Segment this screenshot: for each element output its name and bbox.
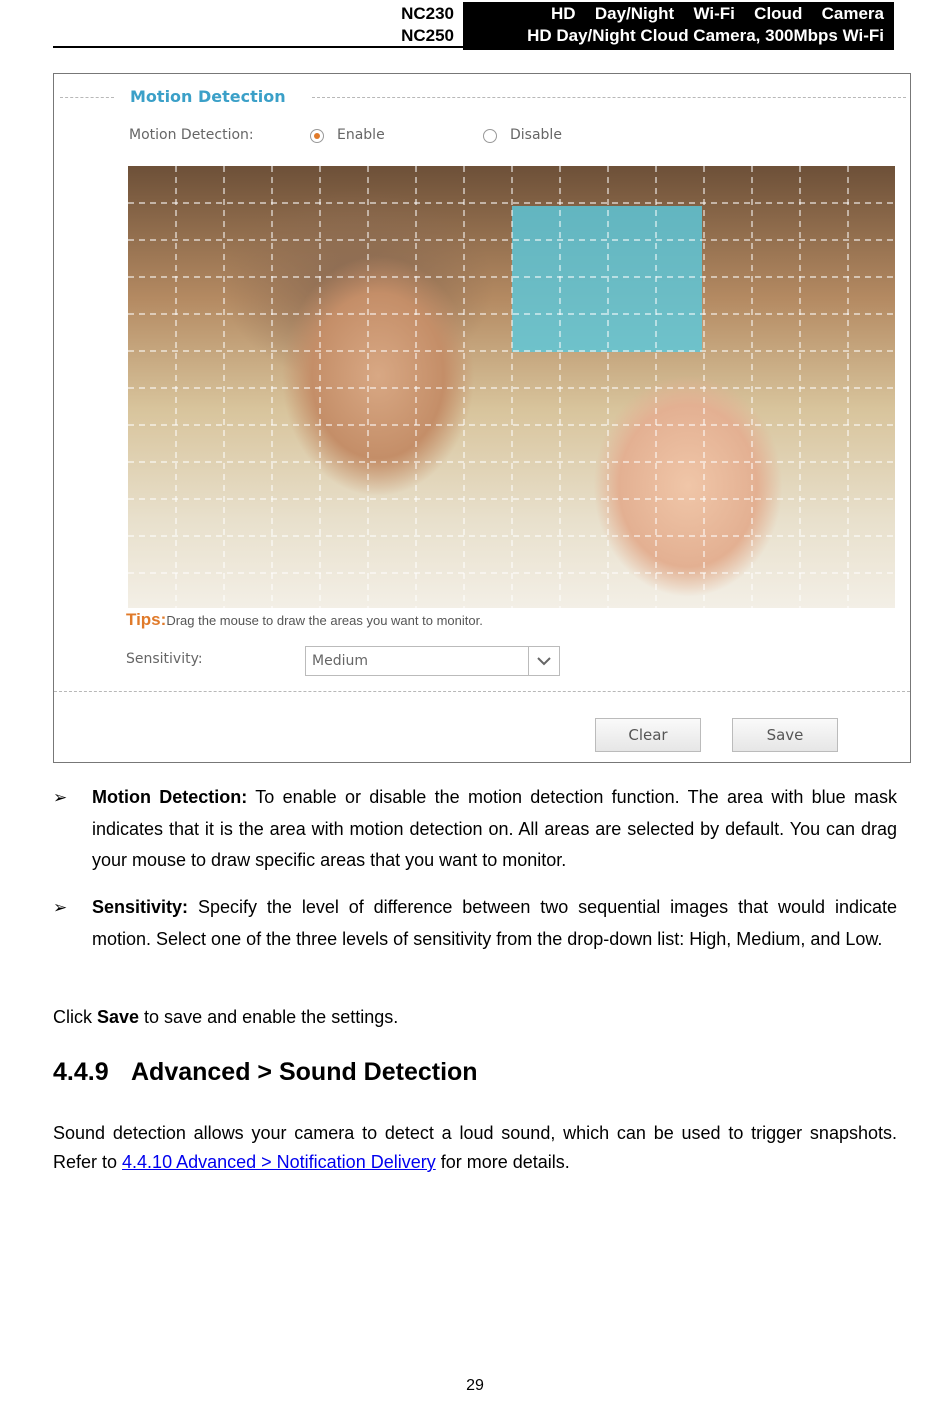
save-emphasis: Save	[97, 1007, 140, 1027]
text: for more details.	[435, 1152, 570, 1172]
divider	[312, 97, 906, 98]
tips-prefix: Tips:	[126, 610, 167, 629]
page-number: 29	[466, 1377, 484, 1394]
header-rule	[53, 46, 463, 48]
section-title: Advanced > Sound Detection	[131, 1058, 478, 1086]
text: Sound detection allows your camera to detect a loud sound, which can be used to trigger snapshots. Refer to	[53, 1123, 897, 1172]
camera-preview-image[interactable]	[128, 166, 895, 608]
sound-detection-paragraph	[53, 1119, 897, 1177]
enable-radio[interactable]	[310, 129, 324, 143]
disable-label: Disable	[510, 127, 562, 143]
header-description-box	[463, 2, 894, 50]
tips-text: Drag the mouse to draw the areas you want to monitor.	[166, 613, 483, 628]
bullet-term: Sensitivity:	[92, 897, 189, 917]
sensitivity-label: Sensitivity:	[126, 651, 203, 667]
header-desc-2: HD Day/Night Cloud Camera, 300Mbps Wi-Fi	[527, 26, 884, 45]
tips	[126, 610, 483, 630]
bullet-text: Specify the level of difference between two sequential images that would indicate motion. Select one of the three levels of sensitivity from the drop-down list: High, Medium, and Low.	[92, 897, 897, 949]
header-desc-1: HD Day/Night Wi-Fi Cloud Camera	[551, 4, 884, 23]
section-number: 4.4.9	[53, 1058, 109, 1086]
model-nc250: NC250	[401, 26, 454, 45]
text: Click	[53, 1007, 97, 1027]
save-button[interactable]: Save	[732, 718, 838, 752]
disable-radio[interactable]	[483, 129, 497, 143]
bullet-motion-detection	[92, 782, 897, 877]
header-models	[380, 3, 454, 47]
motion-detection-label: Motion Detection:	[129, 127, 254, 143]
notification-delivery-link[interactable]: 4.4.10 Advanced > Notification Delivery	[122, 1152, 436, 1172]
bullet-text: To enable or disable the motion detection function. The area with blue mask indicates that it is the area with motion detection on. All areas are selected by default. You can drag your mouse to draw specific areas that you want to monitor.	[92, 787, 897, 870]
sensitivity-select[interactable]	[305, 646, 560, 676]
bullet-arrow-icon: ➢	[53, 898, 68, 917]
section-title: Motion Detection	[130, 87, 286, 106]
divider	[54, 691, 910, 692]
divider	[60, 97, 114, 98]
bullet-sensitivity	[92, 892, 897, 955]
bullet-term: Motion Detection:	[92, 787, 248, 807]
clear-button[interactable]: Clear	[595, 718, 701, 752]
detection-grid	[128, 166, 895, 608]
motion-detection-screenshot	[53, 73, 911, 763]
sensitivity-value: Medium	[312, 653, 368, 669]
section-heading	[53, 1058, 478, 1087]
click-save-paragraph	[53, 1003, 897, 1032]
bullet-arrow-icon: ➢	[53, 788, 68, 807]
enable-label: Enable	[337, 127, 385, 143]
chevron-down-icon[interactable]	[528, 647, 559, 675]
text: to save and enable the settings.	[139, 1007, 399, 1027]
model-nc230: NC230	[401, 4, 454, 23]
